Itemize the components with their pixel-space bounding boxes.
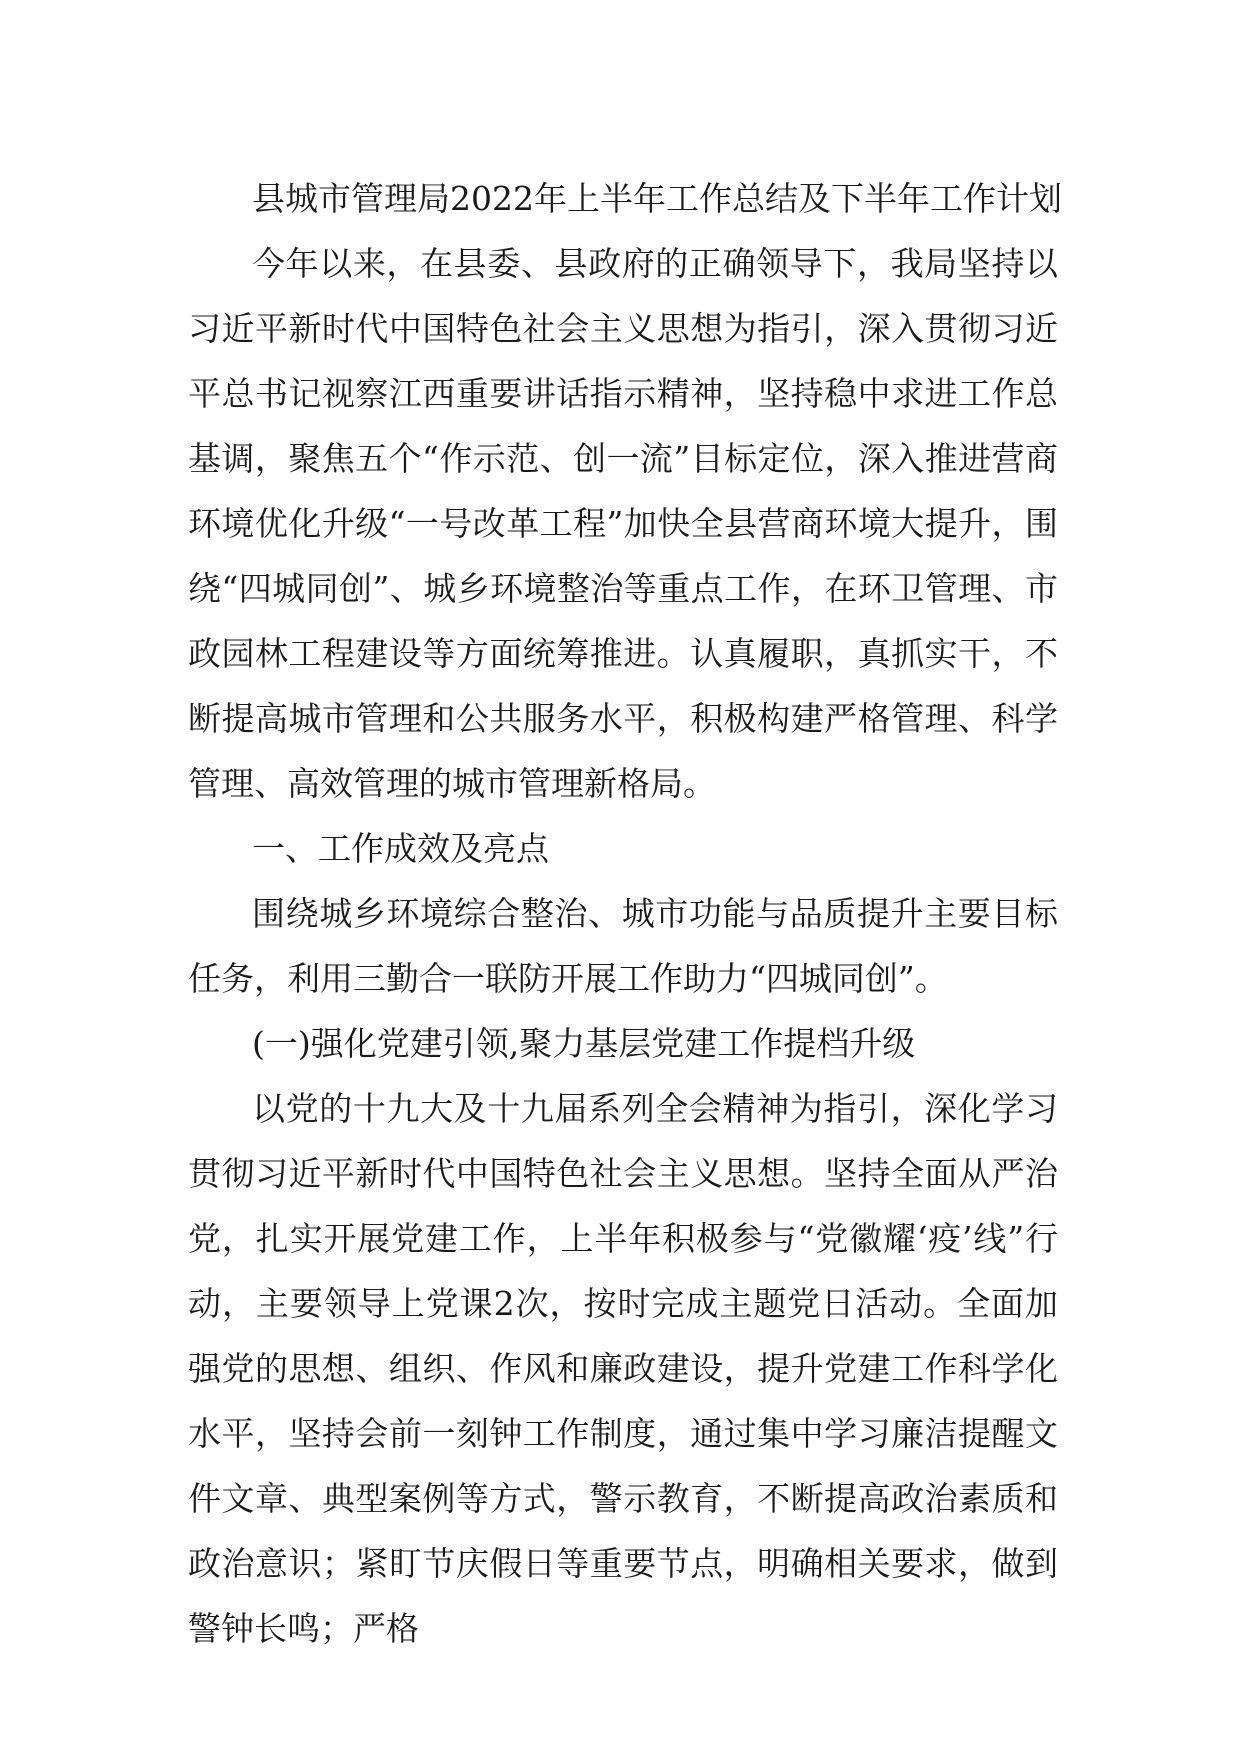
document-body: [188, 166, 1062, 1661]
section-1-heading: 一、工作成效及亮点: [252, 829, 549, 868]
subsection-1-heading: (一)强化党建引领,聚力基层党建工作提档升级: [252, 1024, 916, 1063]
subsection-1-paragraph: 以党的十九大及十九届系列全会精神为指引，深化学习贯彻习近平新时代中国特色社会主义思想。坚持全面从严治党，扎实开展党建工作，上半年积极参与“党徽耀‘疫’线”行动，主要领导上党课2次，按时完成主题党日活动。全面加强党的思想、组织、作风和廉政建设，提升党建工作科学化水平，坚持会前一刻钟工作制度，通过集中学习廉洁提醒文件文章、典型案例等方式，警示教育，不断提高政治素质和政治意识；紧盯节庆假日等重要节点，明确相关要求，做到警钟长鸣；严格: [188, 1089, 1058, 1648]
section-1-intro-paragraph: 围绕城乡环境综合整治、城市功能与品质提升主要目标任务，利用三勤合一联防开展工作助力“四城同创”。: [188, 894, 1058, 998]
intro-paragraph: 今年以来，在县委、县政府的正确领导下，我局坚持以习近平新时代中国特色社会主义思想为指引，深入贯彻习近平总书记视察江西重要讲话指示精神，坚持稳中求进工作总基调，聚焦五个“作示范、创一流”目标定位，深入推进营商环境优化升级“一号改革工程”加快全县营商环境大提升，围绕“四城同创”、城乡环境整治等重点工作，在环卫管理、市政园林工程建设等方面统筹推进。认真履职，真抓实干，不断提高城市管理和公共服务水平，积极构建严格管理、科学管理、高效管理的城市管理新格局。: [188, 244, 1058, 803]
document-title: 县城市管理局2022年上半年工作总结及下半年工作计划: [252, 179, 1062, 218]
